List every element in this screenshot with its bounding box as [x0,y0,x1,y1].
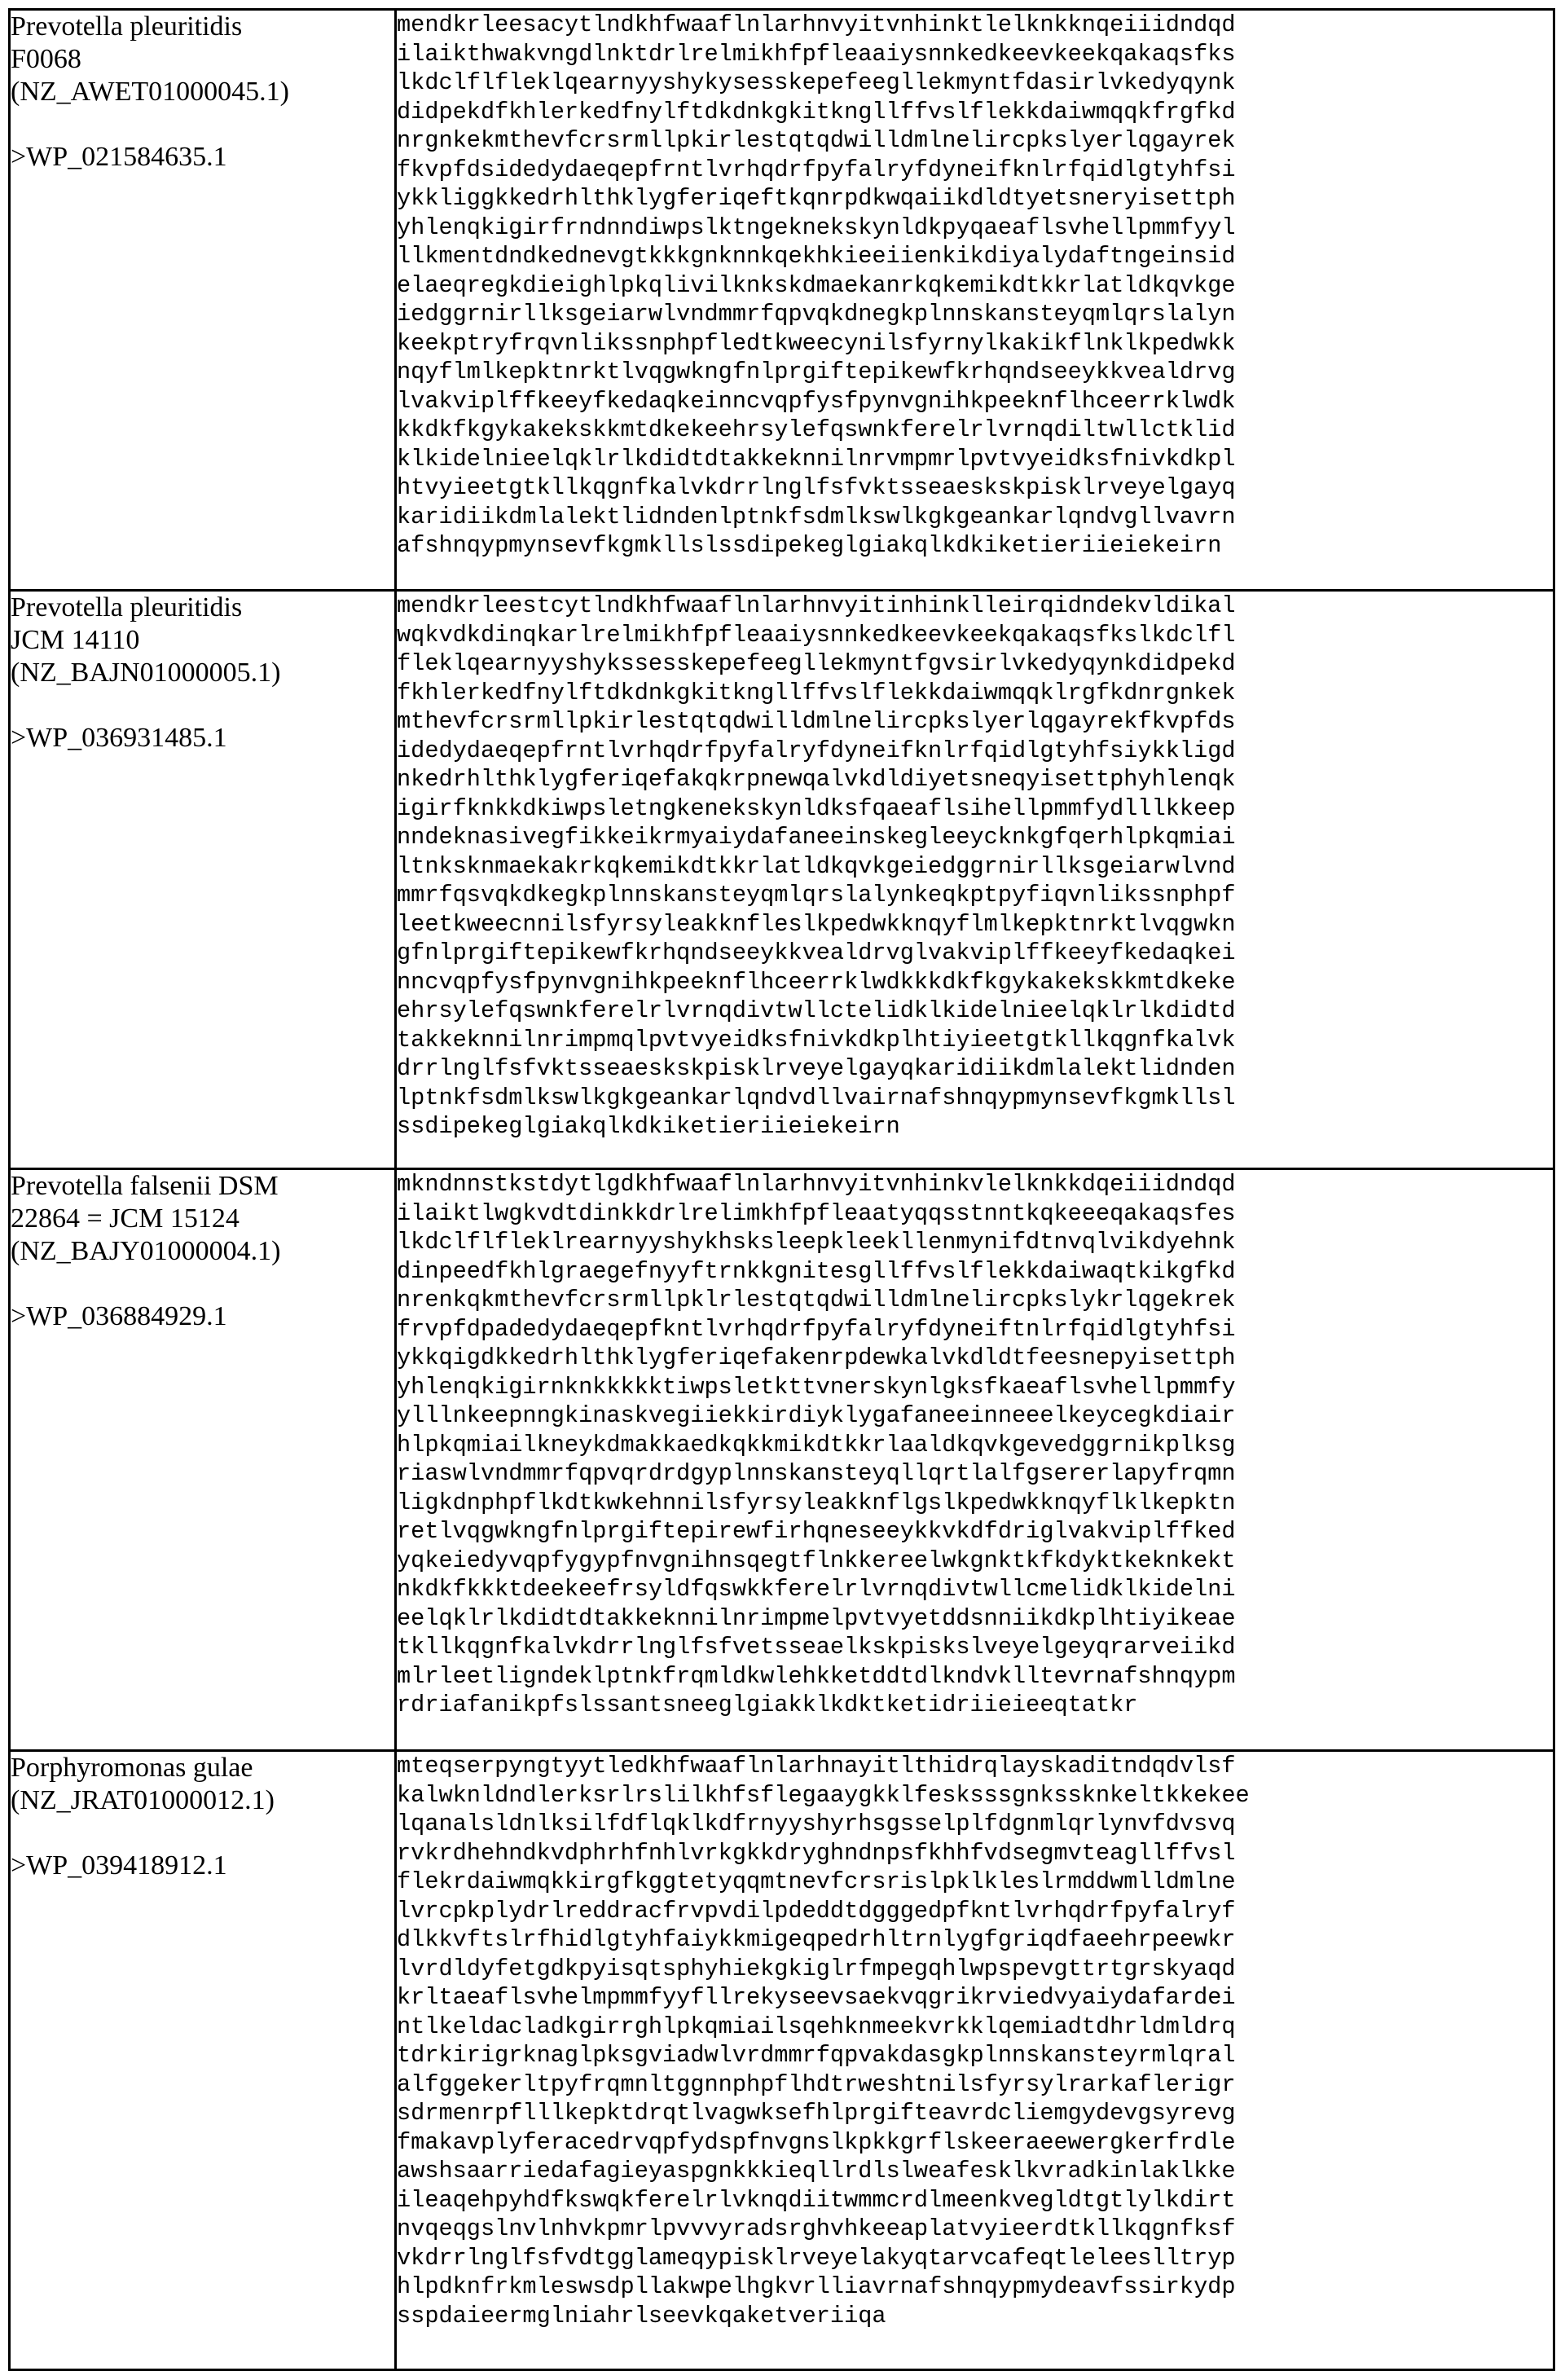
sequence-line: flekrdaiwmqkkirgfkggtetyqqmtnevfcrsrislpklkleslrmddwmlldmlne [397,1868,1236,1895]
sequence-line: hlpkqmiailkneykdmakkaedkqkkmikdtkkrlaaldkqvkgevedggrnikplksg [397,1431,1236,1458]
sequence-line: fleklqearnyyshykssesskepefeegllekmyntfgvsirlvkedyqynkdidpekd [397,650,1236,677]
organism-cell [10,1169,396,1751]
sequence-line: idedydaeqepfrntlvrhqdrfpyfalryfdyneifknlrfqidlgtyhfsiykkligd [397,737,1236,764]
sequence-line: kkdkfkgykakekskkmtdkekeehrsylefqswnkferelrlvrnqdiltwllctklid [397,416,1236,443]
sequence-line: ehrsylefqswnkferelrlvrnqdivtwllctelidklkidelnieelqklrlkdidtd [397,997,1236,1024]
sequence-line: didpekdfkhlerkedfnylftdkdnkgkitkngllffvslflekkdaiwmqqkfrgfkd [397,98,1236,125]
sequence-line: drrlnglfsfvktsseaeskskpisklrveyelgayqkaridiikdmlalektlidnden [397,1055,1236,1082]
sequence-line: fkhlerkedfnylftdkdnkgkitkngllffvslflekkdaiwmqqklrgfkdnrgnkek [397,679,1236,706]
sequence-line: ssdipekeglgiakqlkdkiketieriieiekeirn [397,1113,900,1140]
sequence-line: sspdaieermglniahrlseevkqaketveriiqa [397,2302,886,2329]
sequence-line: mendkrleestcytlndkhfwaaflnlarhnvyitinhinklleirqidndekvldikal [397,592,1236,619]
table-row [10,1169,1554,1751]
sequence-line: elaeqregkdieighlpkqlivilknkskdmaekanrkqkemikdtkkrlatldkqvkge [397,271,1236,299]
sequence-line: lkdclflfleklrearnyyshykhsksleepkleekllenmynifdtnvqlvikdyehnk [397,1229,1236,1256]
sequence-line: rdriafanikpfslssantsneeglgiakklkdktketidriieieeqtatkr [397,1692,1138,1718]
sequence-line: ligkdnphpflkdtkwkehnnilsfyrsyleakknflgslkpedwkknqyflklkepktn [397,1489,1236,1516]
sequence-line: vkdrrlnglfsfvdtgglameqypisklrveyelakyqtarvcafeqtleleeslltryp [397,2244,1236,2272]
sequence-line: awshsaarriedafagieyaspgnkkkieqllrdlslweafesklkvradkinlaklkke [397,2158,1236,2184]
sequence-line: karidiikdmlalektlidndenlptnkfsdmlkswlkgkgeankarlqndvgllvavrn [397,503,1236,530]
sequence-line: sdrmenrpflllkepktdrqtlvagwksefhlprgifteavrdcliemgydevgsyrevg [397,2100,1236,2127]
sequence-line: nrenkqkmthevfcrsrmllpklrlestqtqdwilldmlnelircpkslykrlqgekrek [397,1287,1236,1313]
organism-name: Prevotella falsenii DSM [11,1171,279,1201]
sequence-line: fmakavplyferacedrvqpfydspfnvgnslkpkkgrflskeeraeewergkerfrdle [397,2128,1236,2156]
sequence-line: takkeknnilnrimpmqlpvtvyeidksfnivkdkplhtiyieetgtkllkqgnfkalvk [397,1026,1236,1054]
sequence-line: nndeknasivegfikkeikrmyaiydafaneeinskegleeycknkgfqerhlpkqmiai [397,824,1236,851]
organism-contig: (NZ_BAJY01000004.1) [11,1236,281,1266]
sequence-line: fkvpfdsidedydaeqepfrntlvrhqdrfpyfalryfdyneifknlrfqidlgtyhfsi [397,156,1236,183]
protein-accession: >WP_036931485.1 [11,723,227,753]
sequence-line: riaswlvndmmrfqpvqrdrdgyplnnskansteyqllqrtlalfgsererlapyfrqmn [397,1460,1236,1487]
sequence-line: lvakviplffkeeyfkedaqkeinncvqpfysfpynvgnihkpeeknflhceerrklwdk [397,387,1236,415]
sequence-line: klkidelnieelqklrlkdidtdtakkeknnilnrvmpmrlpvtvyeidksfnivkdkpl [397,445,1236,473]
sequence-line: nkdkfkkktdeekeefrsyldfqswkkferelrlvrnqdivtwllcmelidklkidelni [397,1576,1236,1603]
organism-cell [10,1751,396,2370]
sequence-line: llkmentdndkednevgtkkkgnknnkqekhkieeiienkikdiyalydaftngeinsid [397,243,1236,270]
sequence-line: mlrleetligndeklptnkfrqmldkwlehkketddtdlkndvklltevrnafshnqypm [397,1662,1236,1690]
sequence-line: ltnksknmaekakrkqkemikdtkkrlatldkqvkgeiedggrnirllksgeiarwlvnd [397,852,1236,880]
organism-name: Porphyromonas gulae [11,1753,253,1783]
sequence-line: lqanalsldnlksilfdflqklkdfrnyyshyrhsgsselplfdgnmlqrlynvfdvsvq [397,1810,1236,1837]
sequence-line: ylllnkeepnngkinaskvegiiekkirdiyklygafaneeinneeelkeycegkdiair [397,1402,1236,1429]
sequence-line: eelqklrlkdidtdtakkeknnilnrimpmelpvtvyetddsnniikdkplhtiyikeae [397,1604,1236,1632]
sequence-line: ntlkeldacladkgirrghlpkqmiailsqehknmeekvrkklqemiadtdhrldmldrq [397,2013,1236,2040]
sequence-line: ilaiktlwgkvdtdinkkdrlrelimkhfpfleaatyqqsstnntkqkeeeqakaqsfes [397,1199,1236,1227]
sequence-line: retlvqgwkngfnlprgiftepirewfirhqneseeykkvkdfdriglvakviplffked [397,1518,1236,1545]
organism-strain: JCM 14110 [11,625,140,655]
table-row [10,591,1554,1169]
sequence-line: ykkliggkkedrhlthklygferiqeftkqnrpdkwqaiikdldtyetsneryisettph [397,185,1236,212]
sequence-line: mkndnnstkstdytlgdkhfwaaflnlarhnvyitvnhinkvlelknkkdqeiiidndqd [397,1171,1236,1198]
sequence-cell [396,591,1554,1169]
sequence-line: mmrfqsvqkdkegkplnnskansteyqmlqrslalynkeqkptpyfiqvnlikssnphpf [397,882,1236,908]
sequence-line: tdrkirigrknaglpksgviadwlvrdmmrfqpvakdasgkplnnskansteyrmlqral [397,2042,1236,2069]
sequence-line: hlpdknfrkmleswsdpllakwpelhgkvrlliavrnafshnqypmydeavfssirkydp [397,2273,1236,2300]
table-row [10,10,1554,591]
sequence-line: mteqserpyngtyytledkhfwaaflnlarhnayitlthidrqlayskaditndqdvlsf [397,1753,1236,1780]
sequence-line: dinpeedfkhlgraegefnyyftrnkkgnitesgllffvslflekkdaiwaqtkikgfkd [397,1257,1236,1285]
sequence-line: kalwknldndlerksrlrslilkhfsflegaaygkklfesksssgnkssknkeltkkekee [397,1781,1250,1809]
sequence-line: gfnlprgiftepikewfkrhqndseeykkvealdrvglvakviplffkeeyfkedaqkei [397,939,1236,966]
table-body [10,10,1554,2370]
sequence-line: afshnqypmynsevfkgmkllslssdipekeglgiakqlkdkiketieriieiekeirn [397,532,1222,559]
organism-strain: 22864 = JCM 15124 [11,1203,240,1234]
sequence-line: nncvqpfysfpynvgnihkpeeknflhceerrklwdkkkdkfkgykakekskkmtdkeke [397,968,1236,996]
organism-contig: (NZ_BAJN01000005.1) [11,658,281,688]
protein-accession: >WP_036884929.1 [11,1301,227,1331]
sequence-line: lptnkfsdmlkswlkgkgeankarlqndvdllvairnafshnqypmynsevfkgmkllsl [397,1084,1236,1111]
sequence-line: lvrdldyfetgdkpyisqtsphyhiekgkiglrfmpegqhlwpspevgttrtgrskyaqd [397,1955,1236,1982]
sequence-line: mendkrleesacytlndkhfwaaflnlarhnvyitvnhinktlelknkknqeiiidndqd [397,11,1236,38]
sequence-line: rvkrdhehndkvdphrhfnhlvrkgkkdryghndnpsfkhhfvdsegmvteagllffvsl [397,1839,1236,1867]
sequence-cell [396,10,1554,591]
protein-accession: >WP_021584635.1 [11,142,227,172]
sequence-line: iedggrnirllksgeiarwlvndmmrfqpvqkdnegkplnnskansteyqmlqrslalyn [397,301,1236,328]
organism-contig: (NZ_JRAT01000012.1) [11,1785,275,1815]
sequence-cell [396,1751,1554,2370]
sequence-line: nkedrhlthklygferiqefakqkrpnewqalvkdldiyetsneqyisettphyhlenqk [397,766,1236,793]
sequence-cell [396,1169,1554,1751]
organism-cell [10,10,396,591]
sequence-line: dlkkvftslrfhidlgtyhfaiykkmigeqpedrhltrnlygfgriqdfaeehrpeewkr [397,1926,1236,1953]
sequence-line: nqyflmlkepktnrktlvqgwkngfnlprgiftepikewfkrhqndseeykkvealdrvg [397,359,1236,385]
organism-name: Prevotella pleuritidis [11,592,243,622]
sequence-line: nrgnkekmthevfcrsrmllpkirlestqtqdwilldmlnelircpkslyerlqgayrek [397,127,1236,154]
sequence-line: mthevfcrsrmllpkirlestqtqdwilldmlnelircpkslyerlqgayrekfkvpfds [397,708,1236,735]
sequence-line: ileaqehpyhdfkswqkferelrlvknqdiitwmmcrdlmeenkvegldtgtlylkdirt [397,2186,1236,2214]
protein-accession: >WP_039418912.1 [11,1850,227,1881]
sequence-line: lkdclflfleklqearnyyshykysesskepefeegllekmyntfdasirlvkedyqynk [397,69,1236,96]
sequence-line: yhlenqkigirnknkkkkktiwpsletkttvnerskynlgksfkaeaflsvhellpmmfy [397,1373,1236,1401]
sequence-table [8,8,1555,2371]
sequence-line: krltaeaflsvhelmpmmfyyfllrekyseevsaekvqgrikrviedvyaiydafardei [397,1984,1236,2011]
sequence-line: yhlenqkigirfrndnndiwpslktngeknekskynldkpyqaeaflsvhellpmmfyyl [397,213,1236,241]
sequence-line: frvpfdpadedydaeqepfkntlvrhqdrfpyfalryfdyneiftnlrfqidlgtyhfsi [397,1315,1236,1343]
sequence-line: wqkvdkdinqkarlrelmikhfpfleaaiysnnkedkeevkeekqakaqsfkslkdclfl [397,621,1236,649]
sequence-line: nvqeqgslnvlnhvkpmrlpvvvyradsrghvhkeeaplatvyieerdtkllkqgnfksf [397,2215,1236,2242]
organism-cell [10,591,396,1169]
sequence-line: leetkweecnnilsfyrsyleakknfleslkpedwkknqyflmlkepktnrktlvqgwkn [397,910,1236,938]
organism-strain: F0068 [11,44,81,74]
sequence-line: igirfknkkdkiwpsletngkenekskynldksfqaeaflsihellpmmfydlllkkeep [397,794,1236,822]
sequence-line: alfggekerltpyfrqmnltggnnphpflhdtrweshtnilsfyrsylrarkaflerigr [397,2070,1236,2098]
sequence-line: tkllkqgnfkalvkdrrlnglfsfvetsseaelkskpiskslveyelgeyqrarveiikd [397,1634,1236,1661]
table-row [10,1751,1554,2370]
sequence-line: yqkeiedyvqpfygypfnvgnihnsqegtflnkkereelwkgnktkfkdyktkeknkekt [397,1546,1236,1574]
sequence-line: keekptryfrqvnlikssnphpfledtkweecynilsfyrnylkakikflnklkpedwkk [397,329,1236,357]
sequence-line: ykkqigdkkedrhlthklygferiqefakenrpdewkalvkdldtfeesnepyisettph [397,1344,1236,1371]
organism-name: Prevotella pleuritidis [11,11,243,42]
sequence-line: htvyieetgtkllkqgnfkalvkdrrlnglfsfvktsseaeskskpisklrveyelgayq [397,474,1236,501]
sequence-line: lvrcpkplydrlreddracfrvpvdilpdeddtdgggedpfkntlvrhqdrfpyfalryf [397,1897,1236,1925]
sequence-line: ilaikthwakvngdlnktdrlrelmikhfpfleaaiysnnkedkeevkeekqakaqsfks [397,40,1236,68]
organism-contig: (NZ_AWET01000045.1) [11,77,289,107]
